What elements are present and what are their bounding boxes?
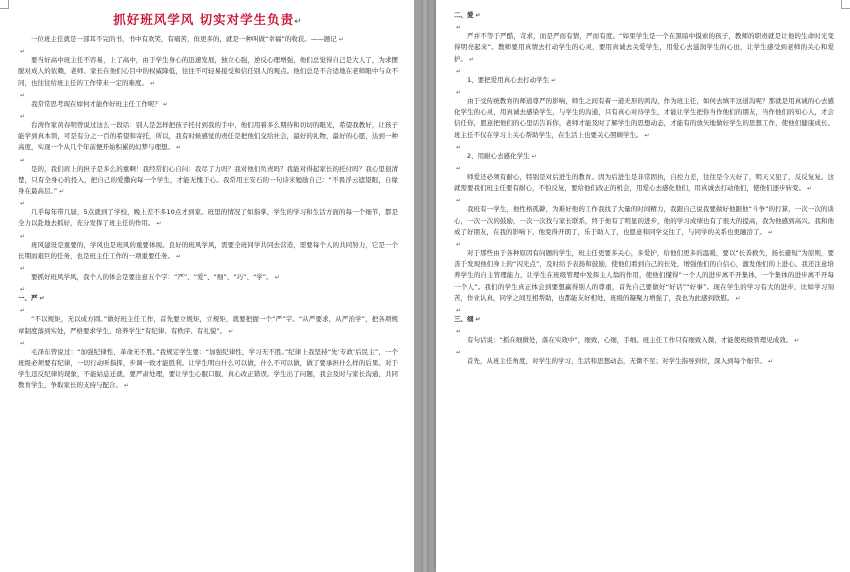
return-mark: ↵ xyxy=(59,188,65,196)
return-mark: ↵ xyxy=(456,197,462,205)
return-mark: ↵ xyxy=(456,241,462,249)
return-mark: ↵ xyxy=(456,89,462,97)
return-mark: ↵ xyxy=(735,294,741,302)
paragraph xyxy=(454,356,834,367)
page-gutter xyxy=(414,0,436,572)
page-corner-mark xyxy=(0,0,9,9)
paragraph-text: 我班有一学生，他性格孤僻，为难好他的工作我找了大量的时间精力，我跟自己说我要做好他跟他“斗争”的打算，一次一次的谈心，一次一次的鼓励，一次一次找与家长联系，终于他有了明显的进步，他的学习成绩也有了很大的提高，我为他感到高兴。我和他成了好朋友，在我的影响下，他变得开朗了，乐于助人了，也愿意和同学交往了，与同学的关系也更融洽了。 xyxy=(454,205,834,236)
paragraph xyxy=(18,55,398,89)
paragraph-text: 一、严 xyxy=(18,294,38,303)
return-mark: ↵ xyxy=(768,358,774,366)
page-content[interactable] xyxy=(454,10,834,572)
document-title-text: 抓好班风学风 切实对学生负责 xyxy=(113,12,295,27)
paragraph xyxy=(18,164,398,198)
return-mark: ↵ xyxy=(163,100,169,108)
return-mark: ↵ xyxy=(338,36,344,43)
return-mark: ↵ xyxy=(20,91,26,99)
return-mark: ↵ xyxy=(20,307,26,315)
paragraph-text: 首先，从班主任角度，对学生的学习、生活和思想动态，无微不至；对学生指导到位，深入到每个细节。 xyxy=(467,357,766,366)
paragraph-text: 台湾作家黄春明曾说过这么一段话：别人是怎样把孩子托付到我的手中，他们用着多么期待和切切的眼光，希望我教好，让孩子能学到真本领，可是有分之一百的希望和寄托，所以，我有时候感觉的责任是把他们交给社会，最好的礼物，最好的心愿，达到一种高度，实现一个从几个年前便开始积累的幻梦与理想。 xyxy=(18,121,398,152)
return-mark: ↵ xyxy=(807,185,813,193)
paragraph-text: 有句话说：“抓在细微处，落在实效中”，细致，心细，手细。班主任工作只有细致入微，才能使班级管理见成效。 xyxy=(467,336,793,345)
paragraph-text: 要当好高中班主任不容易，上了高中，由于学生身心的迅速发展，独立心强，逆反心理增强，他们总觉得自己是大人了，为求摆脱对成人的依赖，老师、家长在他们心目中的权威降低，往往不可轻易接受和信任别人的观点。他们总是不合适地在老师眼中与众不同，也往往给班主任的工作带来一定的难度。 xyxy=(18,56,398,87)
return-mark: ↵ xyxy=(228,327,234,335)
return-mark: ↵ xyxy=(176,144,182,152)
return-mark: ↵ xyxy=(456,328,462,336)
return-mark: ↵ xyxy=(475,316,481,324)
paragraph xyxy=(18,347,398,392)
paragraph-text: 我常常思考现在如何才能作好班主任工作呢？ xyxy=(31,99,161,108)
section-heading xyxy=(18,293,398,304)
paragraph-text: 严并不等于严酷，苛求，而是严而有情，严而有度。“如果学生是一个在黑暗中摸索的孩子，教师的职责就是让他的生命时光变得明亮起来”。教师要用真情去打动学生的心灵，要用真诚去关爱学生，用爱心去滋润学生的心田，让学生感受到老师的关心和爱护。 xyxy=(454,32,834,63)
return-mark: ↵ xyxy=(475,12,481,19)
paragraph xyxy=(454,31,834,65)
page-corner-mark xyxy=(841,0,850,9)
paragraph-text: 一位班主任就是一部耳不完的书，书中有欢笑，有痛苦，但更多的，就是一种叫做“幸福”的收获。——题记 xyxy=(31,35,337,43)
return-mark: ↵ xyxy=(456,24,462,32)
return-mark: ↵ xyxy=(20,113,26,121)
return-mark: ↵ xyxy=(20,48,26,56)
paragraph-text: 师爱还必须有耐心，特别是对后进生的教育。因为后进生是非常固执，自控力差，往往是今天好了，明天又犯了，反反复复。这就需要我们班主任要有耐心，不怕反复，要给他们改正的机会，用爱心去感化他们，用真诚去打动他们，使他们逐步转变。 xyxy=(454,173,834,193)
paragraph-text: 班风建设是重要的，学风也是班风的重要体现。良好的班风学风，需要全班同学共同去营造，需要每个人的共同努力，它是一个长期而艰巨的任务，也是班主任工作的一项重要任务。 xyxy=(18,240,398,260)
return-mark: ↵ xyxy=(794,337,800,345)
return-mark: ↵ xyxy=(531,152,537,160)
paragraph-text: “不以规矩，无以成方圆。”做好班主任工作，首先要立规矩，立规矩，就要把握一个“严”字。“从严要求，从严治学”，把各项规章制度落到实处，严格要求学生，培养学生“有纪律、有秩序、有礼貌”。 xyxy=(18,315,398,335)
return-mark: ↵ xyxy=(150,79,156,87)
paragraph xyxy=(454,151,834,162)
return-mark: ↵ xyxy=(20,265,26,273)
paragraph xyxy=(454,96,834,141)
paragraph xyxy=(18,240,398,262)
return-mark: ↵ xyxy=(456,165,462,173)
paragraph xyxy=(18,99,398,110)
return-mark: ↵ xyxy=(274,274,280,282)
section-heading xyxy=(454,10,834,21)
return-mark: ↵ xyxy=(456,307,462,315)
paragraph xyxy=(18,120,398,154)
section-heading xyxy=(454,314,834,325)
paragraph-text: 2、用耐心去感化学生 xyxy=(467,151,530,160)
paragraph-text: 是的，我们肩上的担子是多么的重啊！我经常扪心自问：我尽了力吗？我对他们负责吗？我能对得起家长的托付吗？我心里很清楚，只有全身心的投入，把自己的爱撒向每一个学生，才能无愧于心。我常用王安石的一句诗来勉励自己：“不畏浮云遮望眼，自缘身在最高层。” xyxy=(18,164,398,196)
paragraph xyxy=(454,335,834,346)
return-mark: ↵ xyxy=(20,156,26,164)
paragraph xyxy=(18,314,398,336)
return-mark: ↵ xyxy=(124,382,130,390)
paragraph xyxy=(18,207,398,229)
paragraph-text: 三、细 xyxy=(454,315,474,324)
return-mark: ↵ xyxy=(156,220,162,228)
return-mark: ↵ xyxy=(768,228,774,236)
return-mark: ↵ xyxy=(20,339,26,347)
document-page-right xyxy=(436,0,850,572)
paragraph-text: 由于受传统教育的师道尊严的影响，师生之间有着一道无形的鸿沟，作为班主任，如何去填平这道沟呢？那就是用真诚的心去感化学生的心灵，用真诚去感染学生，与学生的沟通，只有真心对待学生，才能让学生把你当作他们的朋友，当作他们的知心人，才会信任你，愿意把他们的心里话告诉你，老师才能及时了解学生的思想动态，才能有的放矢地做好学生的思想工作，使他们健康成长。班主任不仅在学习上关心帮助学生，在生活上也要关心照顾学生。 xyxy=(454,97,834,139)
right-page-text xyxy=(454,10,834,368)
paragraph xyxy=(454,172,834,194)
return-mark: ↵ xyxy=(551,76,557,84)
paragraph-text: 二、爱 xyxy=(454,11,474,19)
return-mark: ↵ xyxy=(20,286,26,294)
left-page-text xyxy=(18,34,398,392)
return-mark: ↵ xyxy=(39,295,45,303)
paragraph xyxy=(18,34,398,45)
return-mark: ↵ xyxy=(20,200,26,208)
paragraph xyxy=(18,272,398,283)
return-mark: ↵ xyxy=(456,143,462,151)
return-mark: ↵ xyxy=(644,131,650,139)
page-content[interactable] xyxy=(18,10,398,572)
return-mark: ↵ xyxy=(294,17,303,27)
paragraph xyxy=(454,204,834,238)
document-page-left xyxy=(0,0,414,572)
paragraph xyxy=(454,248,834,304)
paragraph xyxy=(454,75,834,86)
paragraph-text: 1、要把爱用真心去打动学生 xyxy=(467,75,550,84)
return-mark: ↵ xyxy=(456,67,462,75)
paragraph-text: 对于那些由于各种原因有问题的学生，班主任更要多关心，多爱护，给他们更多的温暖，要以“长善救失，扬长避短”为原则，要善于发现他们身上的“闪光点”，及时给予表扬和鼓励，使他们看到自己的长处，增强他们的自信心，激发他们的上进心。我还注意培养学生的自主管理能力，让学生在班级管理中发挥主人翁的作用，使他们懂得“一个人的进步离不开集体，一个集体的进步离不开每一个人”。我们的学生真正体会到要想赢得别人的尊重，首先自己要做好“好话”“好事”。现在学生的学习有大的进步，比如学习刻苦，作业认真，同学之间互相帮助，也都能友好相处，班级的凝聚力增强了，我也为此感到欣慰。 xyxy=(454,249,834,302)
return-mark: ↵ xyxy=(20,232,26,240)
return-mark: ↵ xyxy=(469,55,475,63)
paragraph-text: 几乎每年带几届，5点就到了学校，晚上差不多10点才到家。班里的情况了如指掌，学生的学习和生活方面的每一个细节，都是全力以赴地去抓好，充分发挥了班主任的作用。 xyxy=(18,208,398,228)
return-mark: ↵ xyxy=(176,252,182,260)
return-mark: ↵ xyxy=(456,349,462,357)
paragraph-text: 毛泽东曾说过：“加强纪律性，革命无不胜。”我规定学生要：“加强纪律性，学习无不胜。”纪律上我坚持“先‘专政’后民主”，一个班级必须要有纪律，一切行动听指挥，步调一致才能胜利。让学生明白什么可以做，什么不可以做，做了要承担什么样的后果。对于学生违反纪律的现象，不能姑息迁就，要严肃处理，要让学生心服口服，真心改正错误。学生出了问题，我会及时与家长沟通，共同教育学生，争取家长的支持与配合。 xyxy=(18,347,398,390)
paragraph-text: 要抓好班风学风，我个人的体会是要注意五个字：“严”、“爱”、“细”、“巧”、“学”。 xyxy=(31,273,273,282)
document-title xyxy=(18,10,398,28)
